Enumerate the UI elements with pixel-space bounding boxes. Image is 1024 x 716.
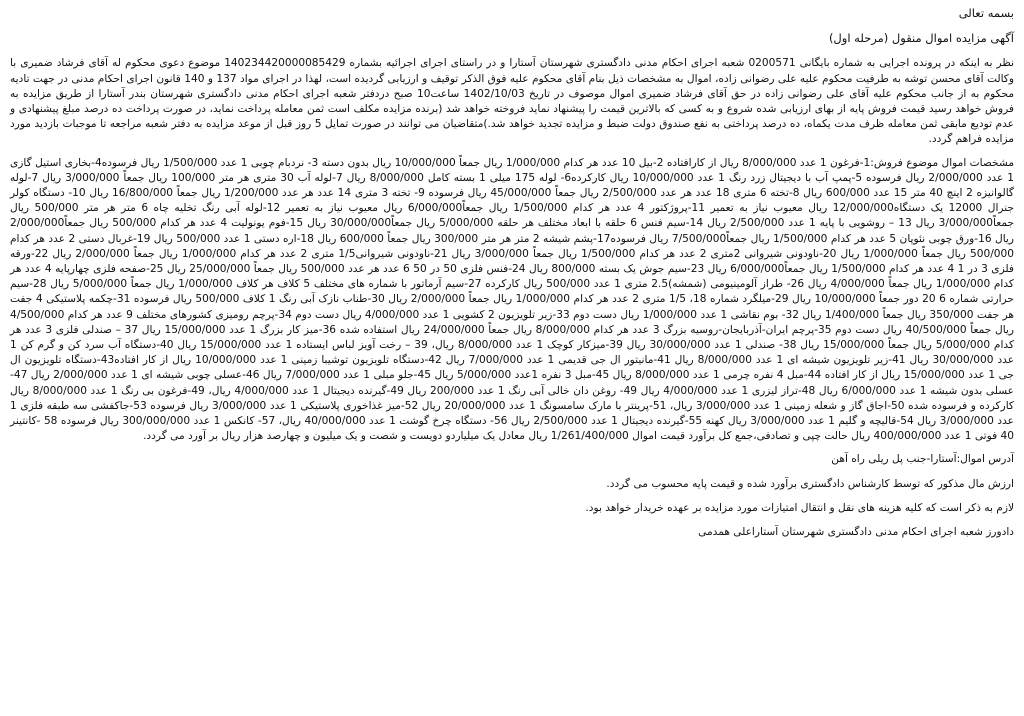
notice-title: آگهی مزایده اموال منقول (مرحله اول): [828, 31, 1014, 46]
property-address: آدرس اموال:آستارا-جنب پل ریلی راه آهن: [831, 453, 1014, 466]
intro-paragraph: نظر به اینکه در پرونده اجرایی به شماره بایگانی 0200571 شعبه اجرای احکام مدنی دادگستری شهرستان آستارا و در راستای اجرای اجرائیه بشماره 140234420000085429 موضوع دعوی محکوم له آقای فرشاد ضمیری با وکالت آقای محسن توشه به طرفیت محکوم علیه علی رضوانی زاده، اموال به مشخصات ذیل بنام آقای محکوم علیه فوق الذکر توقیف و ارزیابی گردیده است، لهذا در اجرای مواد 137 و 140 قانون اجرای احکام مدنی در جهت تادیه محکوم به از جانب محکوم علیه آقای علی رضوانی زاده در حق آقای فرشاد ضمیری اموال موصوف در تاریخ 1402/10/03 ساعت10 صبح دردفتر شعبه اجرای احکام مدنی دادگستری شهرستان بندر آستارا از طریق مزایده به فروش خواهد رسید قیمت فروش پایه از بهای ارزیابی شده شروع و به کسی که بالاترین قیمت را پیشنهاد نماید فروخته خواهد شد (برنده مزایده مکلف است ثمن معامله پرداخت نماید، در صورت پرداخت ده درصد مبلغ پیشنهادی و عدم تودیع مابقی ثمن معامله ظرف مدت یکماه، ده درصد پرداختی به نفع صندوق دولت ضبط و مزایده تجدید خواهد شد.)متقاضیان می توانند در صورت تمایل 5 روز قبل از موعد مزایده به دفتر شعبه مراجعه تا موجبات بازدید مورد مزایده فراهم گردد.: [10, 57, 1015, 146]
costs-note: لازم به ذکر است که کلیه هزینه های نقل و انتقال امتیازات مورد مزایده بر عهده خریدار خواهد بود.: [585, 501, 1014, 514]
bismillah-heading: بسمه تعالی: [958, 6, 1014, 20]
signature-line: دادورز شعبه اجرای احکام مدنی دادگستری شهرستان آستاراعلی همدمی: [698, 526, 1014, 539]
valuation-note: ارزش مال مذکور که توسط کارشناس دادگستری برآورد شده و قیمت پایه محسوب می گردد.: [606, 477, 1014, 490]
property-specs-paragraph: مشخصات اموال موضوع فروش:1-فرغون 1 عدد 8/000/000 ریال از کارافتاده 2-بیل 10 عدد هر کدام 1/000/000 ریال جمعاً 10/000/000 ریال بدون دسته 3- نردبام چوبی 1 عدد 1/500/000 ریال فرسوده4-بخاری استیل گازی 1 عدد 2/000/000 ریال فرسوده 5-پمپ آب با دیجیتال زرد رنگ 1 عدد 10/000/000 ریال کارکرده6- لوله 175 میلی 1 بسته کامل 8/000/000 ریال 7-لوله آب 30 متری هر متر 100/000 ریال جمعاً 3/000/000 ریال 7-لوله گالوانیزه 2 اینچ 40 متر 15 عدد 600/000 ریال 8-تخته 6 متری 18 عدد هر عدد 2/500/000 ریال جمعاً 45/000/000 ریال فرسوده 9- تخته 3 متری 14 عدد هر عدد 1/200/000 ریال جمعاً 16/800/000 ریال 10- دستگاه کولر جنرال 12000 یک دستگاه12/000/000 ریال معیوب نیاز به تعمیر 11-پروژکتور 4 عدد هر کدام 1/500/000 ریال جمعاً6/000/000 ریال معیوب نیاز به تعمیر 12-لوله آبی رنگ تخلیه چاه 6 متر هر متر 500/000 ریال جمعاً3/000/000 ریال 13 – روشویی با پایه 1 عدد 2/500/000 ریال 14-سیم فنس 6 حلقه با ابعاد مختلف هر حلقه 5/000/000 ریال جمعاً30/000/000 ریال 15-فوم یونولیت 4 عدد هر کدام 500/000 ریال جمعاً2/000/000 ریال 16-ورق چوبی نئوپان 5 عدد هر کدام 1/500/000 ریال جمعاً7/500/000 ریال فرسوده17-پشم شیشه 2 متر هر متر 300/000 ریال جمعاً 600/000 ریال 18-اره دستی 1 عدد 500/000 ریال 19-غربال دستی 2 عدد هر کدام 500/000 ریال جمعاً 1/000/000 ریال 20-ناودونی شیروانی 2متری 2 عدد هر کدام 1/500/000 ریال جمعاً 3/000/000 ریال 21-ناودونی شیروانی1/5 متری 2 عدد هر کدام 1/000/000 ریال جمعاً 2/000/000 ریال 22-ورقه فلزی 3 در 1 4 عدد هر کدام 1/500/000 ریال جمعاً6/000/000 ریال 23-سیم جوش یک بسته 800/000 ریال 24-فنس فلزی 50 در 50 6 عدد هر عدد 500/000 ریال جمعاً 25/000/000 ریال 25-صفحه فلزی چهارپایه 4 عدد هر کدام 1/000/000 ریال جمعاً 4/000/000 ریال 26- طراز آلومینیومی (شمشه)2.5 متری 1 عدد 500/000 ریال کارکرده 27-سیم آرماتور با شماره های مختلف 5 کلاف هر کلاف 1/000/000 ریال جمعاً 5/000/000 ریال 28-سیم حرارتی شماره 6 20 دور جمعاً 10/000/000 ریال 29-میلگرد شماره 18، 1/5 متری 2 عدد هر کدام 1/000/000 ریال جمعاً 2/000/000 ریال 30-طناب نازک آبی رنگ 1 کلاف 500/000 ریال فرسوده 31-چکمه پلاستیکی 4 جفت هر جفت 350/000 ریال جمعاً 1/400/000 ریال 32- بوم نقاشی 1 عدد 1/000/000 ریال دست دوم 33-زیر تلویزیون 2 کشویی 1 عدد 4/000/000 ریال دست دوم 34-پرچم رومیزی کشورهای مختلف 9 عدد هر کدام 4/500/000 ریال جمعاً 40/500/000 ریال دست دوم 35-پرچم ایران-آذربایجان-روسیه بزرگ 3 عدد هر کدام 8/000/000 ریال جمعاً 24/000/000 ریال استفاده شده 36-میز کار بزرگ 1 عدد 15/000/000 ریال 37 – صندلی فلزی 3 عدد هر کدام 5/000/000 ریال جمعاً 15/000/000 ریال 38- صندلی 1 عدد 30/000/000 ریال 39-میزکار کوچک 1 عدد 8/000/000 ریال، 39 – رخت آویز لباس ایستاده 1 عدد 15/000/000 ریال 40-دستگاه آب سرد کن و گرم کن 1 عدد 30/000/000 ریال 41-زیر تلویزیون شیشه ای 1 عدد 8/000/000 ریال 41-مانیتور ال جی قدیمی 1 عدد 7/000/000 ریال 42-دستگاه تلویزیون توشیبا زمینی 1 عدد 10/000/000 ریال از کار افتاده43-دستگاه تلویزیون ال جی 1 عدد 15/000/000 ریال از کار افتاده 44-مبل 4 نفره چرمی 1 عدد 8/000/000 ریال 45-مبل 3 نفره 1عدد 5/000/000 ریال 45-جلو مبلی 1 عدد 7/000/000 ریال 46-عسلی چوبی شیشه ای 1 عدد 2/000/000 ریال 47-عسلی بدون شیشه 1 عدد 6/000/000 ریال 48-تراز لیزری 1 عدد 4/000/000 ریال 49- روغن دان خالی آبی رنگ 1 عدد 200/000 ریال 49-گیرنده دیجیتال 1 عدد 4/000/000 ریال، 49-فرغون بی رنگ 1 عدد 8/000/000 ریال کارکرده و فرسوده شده 50-اجاق گاز و شعله زمینی 1 عدد 3/000/000 ریال، 51-پرینتر با مارک سامسونگ 1 عدد 20/000/000 ریال 52-میز غذاخوری پلاستیکی 1 عدد 3/000/000 ریال فرسوده 53-جاکفشی سه طبقه فلزی 1 عدد 3/000/000 ریال 54-قالیچه و گلیم 1 عدد 3/000/000 ریال کهنه 55-گیرنده دیجیتال 1 عدد 2/500/000 ریال 56- دستگاه چرخ گوشت 1 عدد 40/000/000 ریال، 57- کانکس 1 عدد 300/000/000 ریال فرسوده 58 -کانتینر 40 فوتی 1 عدد 400/000/000 ریال حالت چپی و تصادفی،جمع کل برآورد قیمت اموال 1/261/400/000 ریال معادل یک میلیاردو دویست و شصت و یک میلیون و چهارصد هزار ریال بر آورد می گردد.: [10, 156, 1015, 443]
